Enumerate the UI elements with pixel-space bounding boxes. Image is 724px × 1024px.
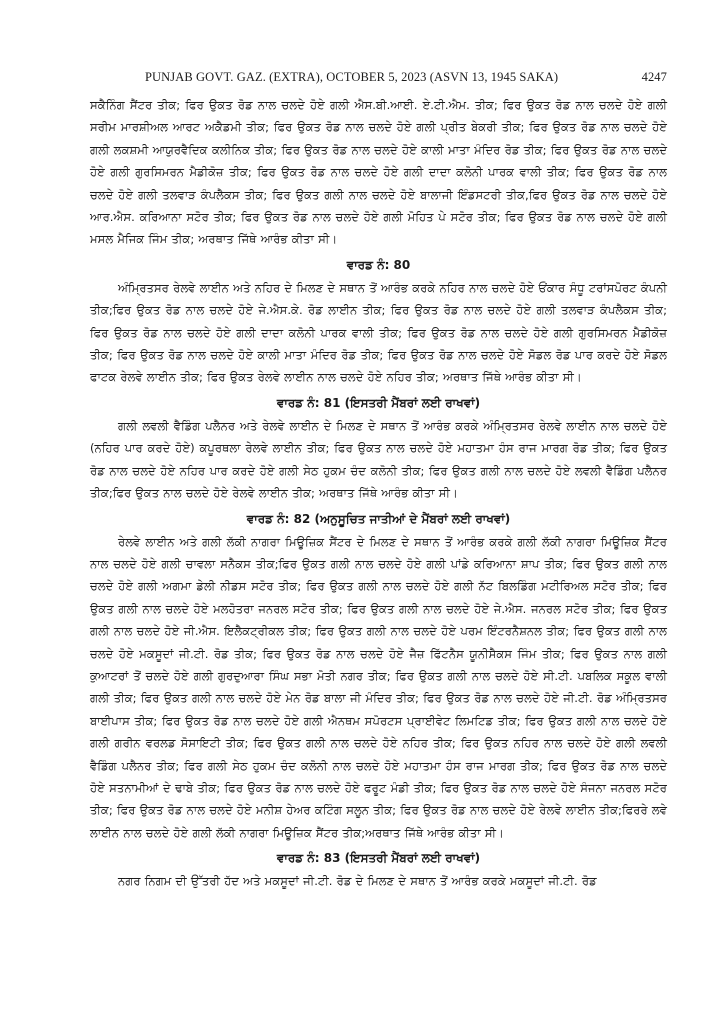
ward-81-heading: ਵਾਰਡ ਨੰ: 81 (ਇਸਤਰੀ ਮੈਂਬਰਾਂ ਲਈ ਰਾਖਵਾਂ) xyxy=(276,395,481,410)
gazette-title: PUNJAB GOVT. GAZ. (EXTRA), OCTOBER 5, 2023 (ASVN 13, 1945 SAKA) xyxy=(145,70,559,84)
ward-83-boundary: ਨਗਰ ਨਿਗਮ ਦੀ ਉੱਤਰੀ ਹੱਦ ਅਤੇ ਮਕਸੂਦਾਂ ਜੀ.ਟੀ. ਰੋਡ ਦੇ ਮਿਲਣ ਦੇ ਸਥਾਨ ਤੋਂ ਆਰੰਭ ਕਰਕੇ ਮਕਸੂਦਾਂ ਜੀ.ਟੀ. ਰੋਡ xyxy=(118,874,597,889)
ward-80-heading: ਵਾਰਡ ਨੰ: 80 xyxy=(346,257,411,272)
page-header xyxy=(90,70,667,88)
ward-82-boundary: ਰੇਲਵੇ ਲਾਈਨ ਅਤੇ ਗਲੀ ਲੱਕੀ ਨਾਗਰਾ ਮਿਊਜ਼ਿਕ ਸੈਂਟਰ ਦੇ ਮਿਲਣ ਦੇ ਸਥਾਨ ਤੋਂ ਆਰੰਭ ਕਰਕੇ ਗਲੀ ਲੱਕੀ ਨਾਗਰਾ ਮਿਊਜ਼ਿਕ ਸੈਂਟਰ ਨਾਲ ਚਲਦੇ ਹੋਏ ਗਲੀ ਚਾਵਲਾ ਸਨੈਕਸ ਤੀਕ;ਫਿਰ ਉਕਤ ਗਲੀ ਨਾਲ ਚਲਦੇ ਹੋਏ ਗਲੀ ਪਾਂਡੇ ਕਰਿਆਨਾ ਸ਼ਾਪ ਤੀਕ; ਫਿਰ ਉਕਤ ਗਲੀ ਨਾਲ ਚਲਦੇ ਹੋਏ ਗਲੀ ਅਗਮਾ ਡੇਲੀ ਨੀਡਸ ਸਟੋਰ ਤੀਕ; ਫਿਰ ਉਕਤ ਗਲੀ ਨਾਲ ਚਲਦੇ ਹੋਏ ਗਲੀ ਨੱਟ ਬਿਲਡਿੰਗ ਮਟੀਰਿਅਲ ਸਟੋਰ ਤੀਕ; ਫਿਰ ਉਕਤ ਗਲੀ ਨਾਲ ਚਲਦੇ ਹੋਏ ਮਲਹੋਤਰਾ ਜਨਰਲ ਸਟੋਰ ਤੀਕ; ਫਿਰ ਉਕਤ ਗਲੀ ਨਾਲ ਚਲਦੇ ਹੋਏ ਜੇ.ਐਸ. ਜਨਰਲ ਸਟੋਰ ਤੀਕ; ਫਿਰ ਉਕਤ ਗਲੀ ਨਾਲ ਚਲਦੇ ਹੋਏ ਜੀ.ਐਸ. ਇਲੈਕਟ੍ਰੀਕਲ ਤੀਕ; ਫਿਰ ਉਕਤ ਗਲੀ ਨਾਲ ਚਲਦੇ ਹੋਏ ਪਰਮ ਇੰਟਰਨੈਸ਼ਨਲ ਤੀਕ; ਫਿਰ ਉਕਤ ਗਲੀ ਨਾਲ ਚਲਦੇ ਹੋਏ ਮਕਸੂਦਾਂ ਜੀ.ਟੀ. ਰੋਡ ਤੀਕ; ਫਿਰ ਉਕਤ ਰੋਡ ਨਾਲ ਚਲਦੇ ਹੋਏ ਜੈਜ਼ ਫਿੱਟਨੈਸ ਯੂਨੀਸੈਕਸ ਜਿੰਮ ਤੀਕ; ਫਿਰ ਉਕਤ ਨਾਲ ਗਲੀ ਕੁਆਟਰਾਂ ਤੋਂ ਚਲਦੇ ਹੋਏ ਗਲੀ ਗੁਰਦੁਆਰਾ ਸਿੰਘ ਸਭਾ ਮੋਤੀ ਨਗਰ ਤੀਕ; ਫਿਰ ਉਕਤ ਗਲੀ ਨਾਲ ਚਲਦੇ ਹੋਏ ਸੀ.ਟੀ. ਪਬਲਿਕ ਸਕੂਲ ਵਾਲੀ ਗਲੀ ਤੀਕ; ਫਿਰ ਉਕਤ ਗਲੀ ਨਾਲ ਚਲਦੇ ਹੋਏ ਮੇਨ ਰੋਡ ਬਾਲਾ ਜੀ ਮੰਦਿਰ ਤੀਕ; ਫਿਰ ਉਕਤ ਰੋਡ ਨਾਲ ਚਲਦੇ ਹੋਏ ਜੀ.ਟੀ. ਰੋਡ ਅੰਮ੍ਰਿਤਸਰ ਬਾਈਪਾਸ ਤੀਕ; ਫਿਰ ਉਕਤ ਰੋਡ ਨਾਲ ਚਲਦੇ ਹੋਏ ਗਲੀ ਐਨਥਮ ਸਪੋਰਟਸ ਪ੍ਰਾਈਵੇਟ ਲਿਮਟਿਡ ਤੀਕ; ਫਿਰ ਉਕਤ ਗਲੀ ਨਾਲ ਚਲਦੇ ਹੋਏ ਗਲੀ ਗਰੀਨ ਵਰਲਡ ਸੋਸਾਇਟੀ ਤੀਕ; ਫਿਰ ਉਕਤ ਗਲੀ ਨਾਲ ਚਲਦੇ ਹੋਏ ਨਹਿਰ ਤੀਕ; ਫਿਰ ਉਕਤ ਨਹਿਰ ਨਾਲ ਚਲਦੇ ਹੋਏ ਗਲੀ ਲਵਲੀ ਵੈਡਿੰਗ ਪਲੈਨਰ ਤੀਕ; ਫਿਰ ਗਲੀ ਸੇਠ ਹੁਕਮ ਚੰਦ ਕਲੋਨੀ ਨਾਲ ਚਲਦੇ ਹੋਏ ਮਹਾਤਮਾ ਹੰਸ ਰਾਜ ਮਾਰਗ ਤੀਕ; ਫਿਰ ਉਕਤ ਰੋਡ ਨਾਲ ਚਲਦੇ ਹੋਏ ਸਤਨਾਮੀਆਂ ਦੇ ਢਾਬੇ ਤੀਕ; ਫਿਰ ਉਕਤ ਰੋਡ ਨਾਲ ਚਲਦੇ ਹੋਏ ਫਰੂਟ ਮੰਡੀ ਤੀਕ; ਫਿਰ ਉਕਤ ਰੋਡ ਨਾਲ ਚਲਦੇ ਹੋਏ ਸੰਜਨਾ ਜਨਰਲ ਸਟੋਰ ਤੀਕ; ਫਿਰ ਉਕਤ ਰੋਡ ਨਾਲ ਚਲਦੇ ਹੋਏ ਮਨੀਸ਼ ਹੇਅਰ ਕਟਿੰਗ ਸਲੂਨ ਤੀਕ; ਫਿਰ ਉਕਤ ਰੋਡ ਨਾਲ ਚਲਦੇ ਹੋਏ ਰੇਲਵੇ ਲਾਈਨ ਤੀਕ;ਫਿਰਰੇ ਲਵੇ ਲਾਈਨ ਨਾਲ ਚਲਦੇ ਹੋਏ ਗਲੀ ਲੱਕੀ ਨਾਗਰਾ ਮਿਊਜ਼ਿਕ ਸੈਂਟਰ ਤੀਕ;ਅਰਥਾਤ ਜਿੱਥੇ ਆਰੰਭ ਕੀਤਾ ਸੀ। xyxy=(90,534,667,840)
page-number: 4247 xyxy=(641,70,667,84)
ward-81-boundary: ਗਲੀ ਲਵਲੀ ਵੈਡਿੰਗ ਪਲੈਨਰ ਅਤੇ ਰੇਲਵੇ ਲਾਈਨ ਦੇ ਮਿਲਣ ਦੇ ਸਥਾਨ ਤੋਂ ਆਰੰਭ ਕਰਕੇ ਅੰਮ੍ਰਿਤਸਰ ਰੇਲਵੇ ਲਾਈਨ ਨਾਲ ਚਲਦੇ ਹੋਏ (ਨਹਿਰ ਪਾਰ ਕਰਦੇ ਹੋਏ) ਕਪੂਰਥਲਾ ਰੇਲਵੇ ਲਾਈਨ ਤੀਕ; ਫਿਰ ਉਕਤ ਨਾਲ ਚਲਦੇ ਹੋਏ ਮਹਾਤਮਾ ਹੰਸ ਰਾਜ ਮਾਰਗ ਰੋਡ ਤੀਕ; ਫਿਰ ਉਕਤ ਰੋਡ ਨਾਲ ਚਲਦੇ ਹੋਏ ਨਹਿਰ ਪਾਰ ਕਰਦੇ ਹੋਏ ਗਲੀ ਸੇਠ ਹੁਕਮ ਚੰਦ ਕਲੋਨੀ ਤੀਕ; ਫਿਰ ਉਕਤ ਗਲੀ ਨਾਲ ਚਲਦੇ ਹੋਏ ਲਵਲੀ ਵੈਡਿੰਗ ਪਲੈਨਰ ਤੀਕ;ਫਿਰ ਉਕਤ ਨਾਲ ਚਲਦੇ ਹੋਏ ਰੇਲਵੇ ਲਾਈਨ ਤੀਕ; ਅਰਥਾਤ ਜਿੱਥੇ ਆਰੰਭ ਕੀਤਾ ਸੀ। xyxy=(90,418,667,501)
ward-83-heading: ਵਾਰਡ ਨੰ: 83 (ਇਸਤਰੀ ਮੈਂਬਰਾਂ ਲਈ ਰਾਖਵਾਂ) xyxy=(276,851,481,866)
intro-paragraph: ਸਕੈਨਿੰਗ ਸੈਂਟਰ ਤੀਕ; ਫਿਰ ਉਕਤ ਰੋਡ ਨਾਲ ਚਲਦੇ ਹੋਏ ਗਲੀ ਐਸ.ਬੀ.ਆਈ. ਏ.ਟੀ.ਐਮ. ਤੀਕ; ਫਿਰ ਉਕਤ ਰੋਡ ਨਾਲ ਚਲਦੇ ਹੋਏ ਗਲੀ ਸਰੀਮ ਮਾਰਸ਼ੀਅਲ ਆਰਟ ਅਕੈਡਮੀ ਤੀਕ; ਫਿਰ ਉਕਤ ਰੋਡ ਨਾਲ ਚਲਦੇ ਹੋਏ ਗਲੀ ਪ੍ਰੀਤ ਬੇਕਰੀ ਤੀਕ; ਫਿਰ ਉਕਤ ਰੋਡ ਨਾਲ ਚਲਦੇ ਹੋਏ ਗਲੀ ਲਕਸ਼ਮੀ ਆਯੁਰਵੈਦਿਕ ਕਲੀਨਿਕ ਤੀਕ; ਫਿਰ ਉਕਤ ਰੋਡ ਨਾਲ ਚਲਦੇ ਹੋਏ ਕਾਲੀ ਮਾਤਾ ਮੰਦਿਰ ਰੋਡ ਤੀਕ; ਫਿਰ ਉਕਤ ਰੋਡ ਨਾਲ ਚਲਦੇ ਹੋਏ ਗਲੀ ਗੁਰਸਿਮਰਨ ਮੈਡੀਕੋਜ਼ ਤੀਕ; ਫਿਰ ਉਕਤ ਰੋਡ ਨਾਲ ਚਲਦੇ ਹੋਏ ਗਲੀ ਦਾਦਾ ਕਲੋਨੀ ਪਾਰਕ ਵਾਲੀ ਤੀਕ; ਫਿਰ ਉਕਤ ਰੋਡ ਨਾਲ ਚਲਦੇ ਹੋਏ ਗਲੀ ਤਲਵਾੜ ਕੰਪਲੈਕਸ ਤੀਕ; ਫਿਰ ਉਕਤ ਗਲੀ ਨਾਲ ਚਲਦੇ ਹੋਏ ਬਾਲਾਜੀ ਇੰਡਸਟਰੀ ਤੀਕ,ਫਿਰ ਉਕਤ ਰੋਡ ਨਾਲ ਚਲਦੇ ਹੋਏ ਆਰ.ਐਸ. ਕਰਿਆਨਾ ਸਟੋਰ ਤੀਕ; ਫਿਰ ਉਕਤ ਰੋਡ ਨਾਲ ਚਲਦੇ ਹੋਏ ਗਲੀ ਮੋਹਿਤ ਪੇ ਸਟੋਰ ਤੀਕ; ਫਿਰ ਉਕਤ ਰੋਡ ਨਾਲ ਚਲਦੇ ਹੋਏ ਗਲੀ ਮਸਲ ਮੈਜਿਕ ਜਿੰਮ ਤੀਕ; ਅਰਥਾਤ ਜਿੱਥੇ ਆਰੰਭ ਕੀਤਾ ਸੀ। xyxy=(90,98,667,247)
ward-80-boundary: ਅੰਮ੍ਰਿਤਸਰ ਰੇਲਵੇ ਲਾਈਨ ਅਤੇ ਨਹਿਰ ਦੇ ਮਿਲਣ ਦੇ ਸਥਾਨ ਤੋਂ ਆਰੰਭ ਕਰਕੇ ਨਹਿਰ ਨਾਲ ਚਲਦੇ ਹੋਏ ਓਂਕਾਰ ਸੰਧੂ ਟਰਾਂਸਪੋਰਟ ਕੰਪਨੀ ਤੀਕ;ਫਿਰ ਉਕਤ ਰੋਡ ਨਾਲ ਚਲਦੇ ਹੋਏ ਜੇ.ਐਸ.ਕੇ. ਰੋਡ ਲਾਈਨ ਤੀਕ; ਫਿਰ ਉਕਤ ਰੋਡ ਨਾਲ ਚਲਦੇ ਹੋਏ ਗਲੀ ਤਲਵਾੜ ਕੰਪਲੈਕਸ ਤੀਕ; ਫਿਰ ਉਕਤ ਰੋਡ ਨਾਲ ਚਲਦੇ ਹੋਏ ਗਲੀ ਦਾਦਾ ਕਲੋਨੀ ਪਾਰਕ ਵਾਲੀ ਤੀਕ; ਫਿਰ ਉਕਤ ਰੋਡ ਨਾਲ ਚਲਦੇ ਹੋਏ ਗਲੀ ਗੁਰਸਿਮਰਨ ਮੈਡੀਕੋਜ਼ ਤੀਕ; ਫਿਰ ਉਕਤ ਰੋਡ ਨਾਲ ਚਲਦੇ ਹੋਏ ਕਾਲੀ ਮਾਤਾ ਮੰਦਿਰ ਰੋਡ ਤੀਕ; ਫਿਰ ਉਕਤ ਰੋਡ ਨਾਲ ਚਲਦੇ ਹੋਏ ਸੋਡਲ ਰੋਡ ਪਾਰ ਕਰਦੇ ਹੋਏ ਸੋਡਲ ਫਾਟਕ ਰੇਲਵੇ ਲਾਈਨ ਤੀਕ; ਫਿਰ ਉਕਤ ਰੇਲਵੇ ਲਾਈਨ ਨਾਲ ਚਲਦੇ ਹੋਏ ਨਹਿਰ ਤੀਕ; ਅਰਥਾਤ ਜਿੱਥੇ ਆਰੰਭ ਕੀਤਾ ਸੀ। xyxy=(90,280,667,385)
ward-82-heading: ਵਾਰਡ ਨੰ: 82 (ਅਨੁਸੂਚਿਤ ਜਾਤੀਆਂ ਦੇ ਮੈਂਬਰਾਂ ਲਈ ਰਾਖਵਾਂ) xyxy=(246,511,511,526)
